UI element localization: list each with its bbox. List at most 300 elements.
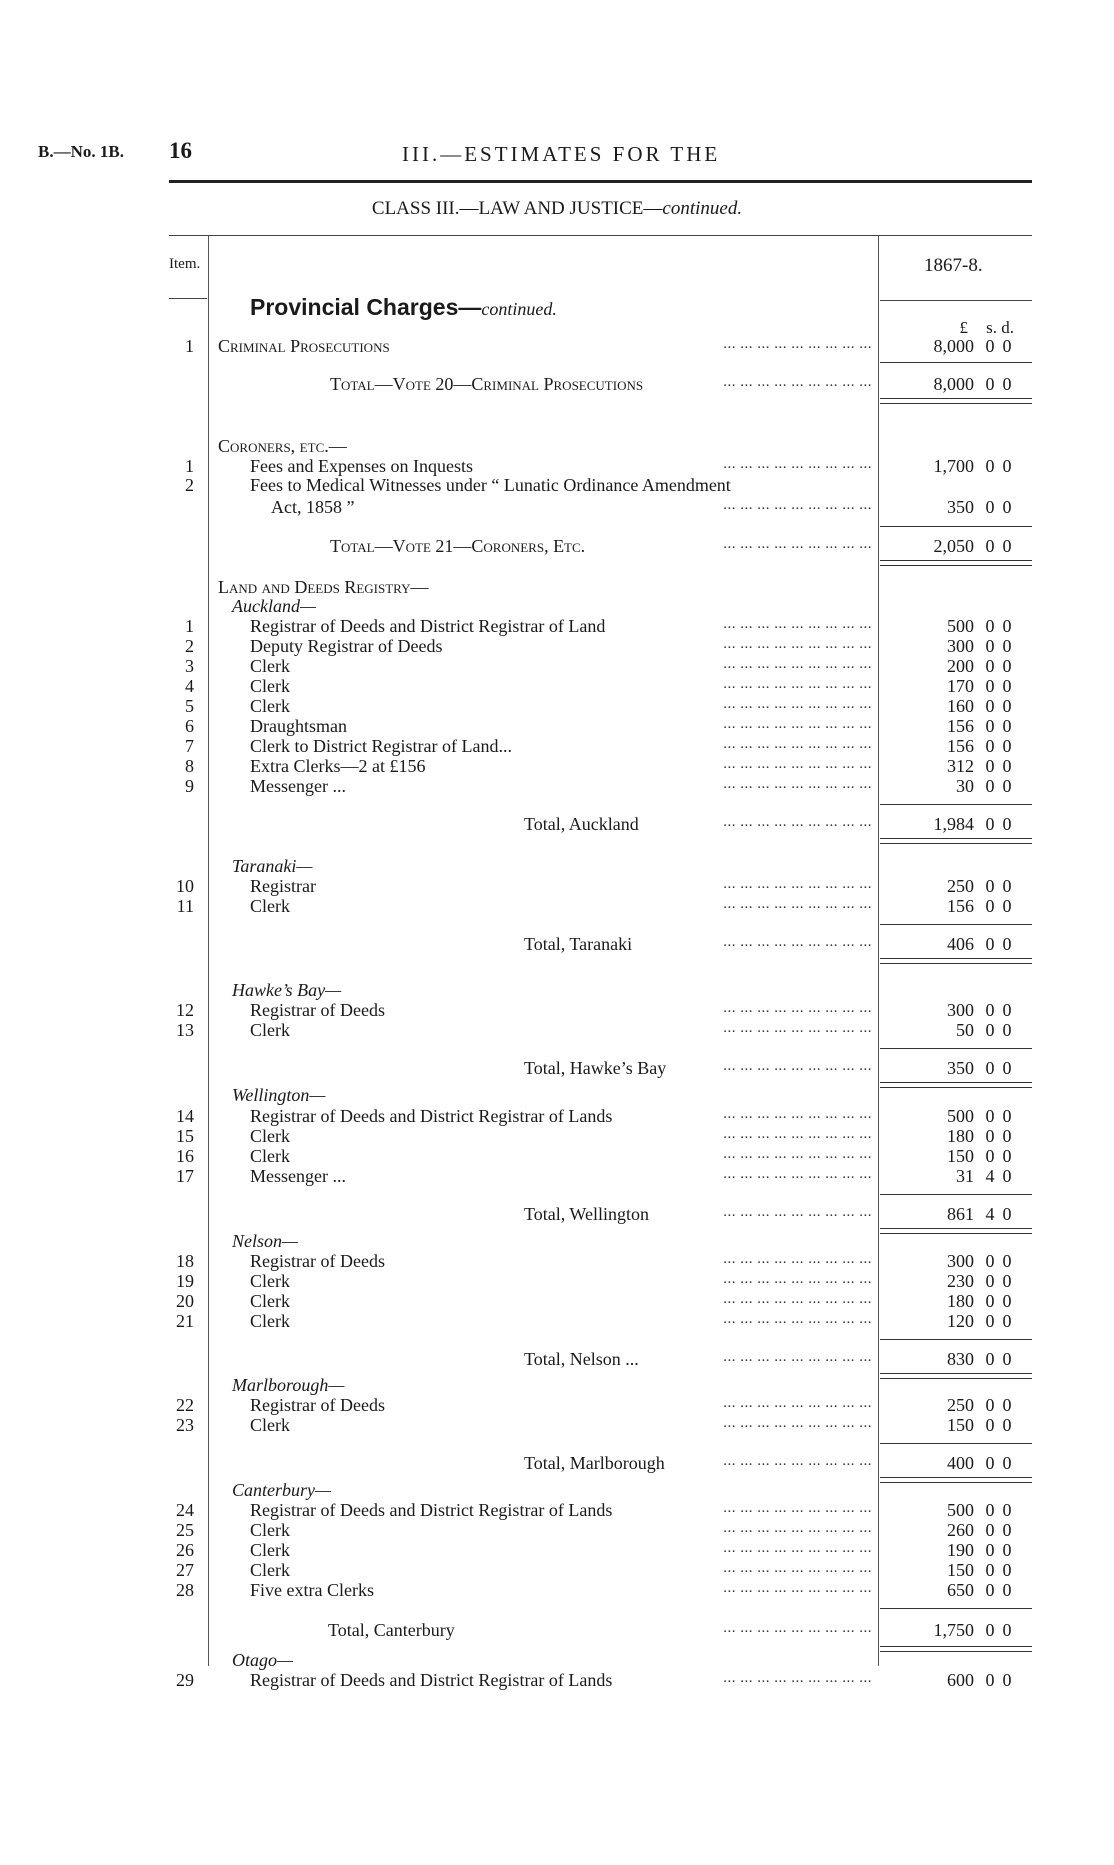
amount-shillings: 0 xyxy=(985,1020,995,1040)
leader-dots: ... ... ... ... ... ... ... ... ... xyxy=(723,876,872,892)
amount-shillings: 0 xyxy=(985,1560,995,1580)
total-double-rule xyxy=(880,1646,1032,1652)
item-number: 1 xyxy=(185,456,194,476)
item-label: Clerk to District Registrar of Land... xyxy=(250,736,512,756)
table-row xyxy=(0,896,1114,916)
amount-shillings: 0 xyxy=(985,1271,995,1291)
amount-pounds: 1,700 xyxy=(933,456,974,476)
table-row xyxy=(0,1453,1114,1473)
amount-pence: 0 xyxy=(1002,1126,1012,1146)
item-number: 9 xyxy=(185,776,194,796)
item-label: Extra Clerks—2 at £156 xyxy=(250,756,426,776)
item-label: Criminal Prosecutions xyxy=(218,336,390,356)
amount-pence: 0 xyxy=(1002,1395,1012,1415)
item-number: 3 xyxy=(185,656,194,676)
table-row xyxy=(0,1251,1114,1271)
amount-shillings: 0 xyxy=(985,676,995,696)
amount-pence: 0 xyxy=(1002,1311,1012,1331)
item-label: Clerk xyxy=(250,1146,290,1166)
table-row xyxy=(0,336,1114,356)
item-number: 7 xyxy=(185,736,194,756)
amount-shillings: 0 xyxy=(985,1500,995,1520)
amount-shillings: 0 xyxy=(985,616,995,636)
item-label: Nelson— xyxy=(232,1231,299,1251)
leader-dots: ... ... ... ... ... ... ... ... ... xyxy=(723,336,872,352)
item-label: Registrar of Deeds and District Registrar of Land xyxy=(250,616,606,636)
item-label: Clerk xyxy=(250,1271,290,1291)
table-row xyxy=(0,756,1114,776)
item-label: Clerk xyxy=(250,1540,290,1560)
item-label: Total—Vote 20—Criminal Prosecutions xyxy=(330,374,644,394)
amount-pence: 0 xyxy=(1002,497,1012,517)
item-label: Registrar of Deeds xyxy=(250,1251,385,1271)
pence-header: d. xyxy=(1001,318,1014,337)
item-label: Clerk xyxy=(250,1020,290,1040)
table-row xyxy=(0,1500,1114,1520)
amount-shillings: 0 xyxy=(985,736,995,756)
leader-dots: ... ... ... ... ... ... ... ... ... xyxy=(723,756,872,772)
item-label: Fees to Medical Witnesses under “ Lunatic Ordinance Amendment xyxy=(250,475,731,495)
item-number: 4 xyxy=(185,676,194,696)
amount-shillings: 0 xyxy=(985,536,995,556)
item-label: Taranaki— xyxy=(232,856,313,876)
amount-pence: 0 xyxy=(1002,676,1012,696)
amount-shillings: 0 xyxy=(985,1580,995,1600)
amount-shillings: 0 xyxy=(985,1251,995,1271)
amount-pounds: 30 xyxy=(956,776,974,796)
amount-shillings: 0 xyxy=(985,696,995,716)
amount-pounds: 8,000 xyxy=(933,336,974,356)
amount-pence: 0 xyxy=(1002,934,1012,954)
leader-dots: ... ... ... ... ... ... ... ... ... xyxy=(723,1166,872,1182)
subtotal-rule xyxy=(880,804,1032,805)
amount-pounds: 300 xyxy=(947,1251,974,1271)
amount-shillings: 0 xyxy=(985,497,995,517)
year-column-header: 1867-8. xyxy=(924,255,983,276)
table-top-rule xyxy=(169,235,1032,236)
item-number: 29 xyxy=(176,1670,194,1690)
amount-pence: 0 xyxy=(1002,896,1012,916)
amount-shillings: 0 xyxy=(985,1395,995,1415)
amount-pounds: 150 xyxy=(947,1560,974,1580)
amount-pence: 0 xyxy=(1002,1106,1012,1126)
item-number: 25 xyxy=(176,1520,194,1540)
leader-dots: ... ... ... ... ... ... ... ... ... xyxy=(723,1058,872,1074)
item-header-rule xyxy=(169,298,207,299)
amount-pence: 0 xyxy=(1002,1000,1012,1020)
leader-dots: ... ... ... ... ... ... ... ... ... xyxy=(723,1291,872,1307)
table-row xyxy=(0,656,1114,676)
table-row xyxy=(0,934,1114,954)
item-label: Total, Auckland xyxy=(524,814,639,834)
table-row xyxy=(0,1204,1114,1224)
amount-pence: 0 xyxy=(1002,696,1012,716)
item-number: 6 xyxy=(185,716,194,736)
leader-dots: ... ... ... ... ... ... ... ... ... xyxy=(723,1251,872,1267)
subtotal-rule xyxy=(880,1608,1032,1609)
amount-shillings: 4 xyxy=(985,1166,995,1186)
item-number: 12 xyxy=(176,1000,194,1020)
table-row xyxy=(0,1058,1114,1078)
table-row xyxy=(0,1291,1114,1311)
amount-shillings: 0 xyxy=(985,934,995,954)
item-label: Hawke’s Bay— xyxy=(232,980,342,1000)
amount-shillings: 0 xyxy=(985,1540,995,1560)
header-rule xyxy=(169,180,1032,183)
table-row xyxy=(0,1349,1114,1369)
amount-shillings: 0 xyxy=(985,1670,995,1690)
amount-pence: 0 xyxy=(1002,716,1012,736)
item-number: 1 xyxy=(185,616,194,636)
item-label: Act, 1858 ” xyxy=(271,497,355,517)
item-label: Clerk xyxy=(250,1126,290,1146)
amount-pounds: 260 xyxy=(947,1520,974,1540)
item-number: 14 xyxy=(176,1106,194,1126)
pound-header: £ xyxy=(959,318,968,337)
amount-shillings: 0 xyxy=(985,1453,995,1473)
amount-shillings: 0 xyxy=(985,1000,995,1020)
amount-pence: 0 xyxy=(1002,1291,1012,1311)
leader-dots: ... ... ... ... ... ... ... ... ... xyxy=(723,1395,872,1411)
leader-dots: ... ... ... ... ... ... ... ... ... xyxy=(723,1126,872,1142)
amount-shillings: 4 xyxy=(985,1204,995,1224)
leader-dots: ... ... ... ... ... ... ... ... ... xyxy=(723,1106,872,1122)
amount-pence: 0 xyxy=(1002,1560,1012,1580)
table-row xyxy=(0,616,1114,636)
leader-dots: ... ... ... ... ... ... ... ... ... xyxy=(723,1500,872,1516)
amount-pounds: 31 xyxy=(956,1166,974,1186)
amount-shillings: 0 xyxy=(985,1126,995,1146)
total-double-rule xyxy=(880,1477,1032,1483)
item-number: 10 xyxy=(176,876,194,896)
amount-pounds: 650 xyxy=(947,1580,974,1600)
leader-dots: ... ... ... ... ... ... ... ... ... xyxy=(723,934,872,950)
item-number: 24 xyxy=(176,1500,194,1520)
amount-pounds: 150 xyxy=(947,1415,974,1435)
amount-pounds: 250 xyxy=(947,876,974,896)
amount-pounds: 180 xyxy=(947,1291,974,1311)
table-row xyxy=(0,980,1114,1000)
item-label: Registrar of Deeds and District Registrar of Lands xyxy=(250,1670,613,1690)
table-row xyxy=(0,636,1114,656)
table-row xyxy=(0,1395,1114,1415)
leader-dots: ... ... ... ... ... ... ... ... ... xyxy=(723,1580,872,1596)
page-number: 16 xyxy=(169,138,192,163)
table-row xyxy=(0,577,1114,597)
amount-pence: 0 xyxy=(1002,456,1012,476)
amount-pence: 0 xyxy=(1002,1453,1012,1473)
leader-dots: ... ... ... ... ... ... ... ... ... xyxy=(723,1560,872,1576)
amount-pounds: 500 xyxy=(947,1106,974,1126)
amount-shillings: 0 xyxy=(985,896,995,916)
class-title-main: CLASS III.—LAW AND JUSTICE— xyxy=(371,198,663,219)
amount-pounds: 50 xyxy=(956,1020,974,1040)
table-row xyxy=(0,596,1114,616)
item-label: Deputy Registrar of Deeds xyxy=(250,636,443,656)
amount-shillings: 0 xyxy=(985,656,995,676)
amount-pounds: 600 xyxy=(947,1670,974,1690)
amount-pence: 0 xyxy=(1002,1271,1012,1291)
amount-pounds: 406 xyxy=(947,934,974,954)
table-row xyxy=(0,1146,1114,1166)
item-label: Clerk xyxy=(250,1415,290,1435)
subtotal-rule xyxy=(880,1443,1032,1444)
amount-pounds: 250 xyxy=(947,1395,974,1415)
amount-shillings: 0 xyxy=(985,1415,995,1435)
item-label: Total, Marlborough xyxy=(524,1453,665,1473)
item-number: 11 xyxy=(176,896,194,916)
amount-pence: 0 xyxy=(1002,876,1012,896)
amount-pence: 0 xyxy=(1002,1415,1012,1435)
amount-shillings: 0 xyxy=(985,1349,995,1369)
amount-pence: 0 xyxy=(1002,1540,1012,1560)
item-label: Registrar of Deeds and District Registrar of Lands xyxy=(250,1106,613,1126)
amount-pounds: 1,984 xyxy=(933,814,974,834)
amount-shillings: 0 xyxy=(985,876,995,896)
amount-pounds: 180 xyxy=(947,1126,974,1146)
table-row xyxy=(0,1520,1114,1540)
amount-pounds: 861 xyxy=(947,1204,974,1224)
amount-shillings: 0 xyxy=(985,756,995,776)
item-label: Clerk xyxy=(250,1560,290,1580)
section-title-main: Provincial Charges— xyxy=(250,294,482,320)
leader-dots: ... ... ... ... ... ... ... ... ... xyxy=(723,456,872,472)
amount-pounds: 300 xyxy=(947,636,974,656)
item-number: 22 xyxy=(176,1395,194,1415)
amount-pence: 0 xyxy=(1002,1500,1012,1520)
amount-pounds: 400 xyxy=(947,1453,974,1473)
item-label: Total, Nelson ... xyxy=(524,1349,639,1369)
amount-pounds: 8,000 xyxy=(933,374,974,394)
item-label: Clerk xyxy=(250,656,290,676)
table-row xyxy=(0,1166,1114,1186)
amount-pounds: 312 xyxy=(947,756,974,776)
amount-pounds: 300 xyxy=(947,1000,974,1020)
amount-shillings: 0 xyxy=(985,776,995,796)
page-title: III.—ESTIMATES FOR THE xyxy=(402,142,721,166)
item-label: Registrar of Deeds xyxy=(250,1000,385,1020)
amount-pence: 0 xyxy=(1002,1251,1012,1271)
section-title xyxy=(250,294,557,321)
leader-dots: ... ... ... ... ... ... ... ... ... xyxy=(723,1271,872,1287)
amount-shillings: 0 xyxy=(985,1146,995,1166)
item-label: Registrar of Deeds xyxy=(250,1395,385,1415)
leader-dots: ... ... ... ... ... ... ... ... ... xyxy=(723,636,872,652)
total-double-rule xyxy=(880,1082,1032,1088)
amount-shillings: 0 xyxy=(985,1620,995,1640)
amount-pence: 0 xyxy=(1002,1620,1012,1640)
item-label: Total—Vote 21—Coroners, Etc. xyxy=(330,536,586,556)
amount-pence: 0 xyxy=(1002,536,1012,556)
class-title-continued: continued. xyxy=(662,198,743,219)
table-row xyxy=(0,676,1114,696)
item-number: 26 xyxy=(176,1540,194,1560)
item-label: Total, Taranaki xyxy=(524,934,633,954)
table-row xyxy=(0,814,1114,834)
amount-pence: 0 xyxy=(1002,736,1012,756)
amount-shillings: 0 xyxy=(985,814,995,834)
item-label: Five extra Clerks xyxy=(250,1580,374,1600)
item-label: Clerk xyxy=(250,896,290,916)
total-double-rule xyxy=(880,560,1032,566)
item-number: 27 xyxy=(176,1560,194,1580)
amount-pounds: 156 xyxy=(947,716,974,736)
item-number: 19 xyxy=(176,1271,194,1291)
item-label: Wellington— xyxy=(232,1085,326,1105)
leader-dots: ... ... ... ... ... ... ... ... ... xyxy=(723,776,872,792)
amount-pounds: 156 xyxy=(947,736,974,756)
table-row xyxy=(0,1126,1114,1146)
year-header-rule xyxy=(880,300,1032,301)
table-row xyxy=(0,856,1114,876)
amount-pence: 0 xyxy=(1002,374,1012,394)
item-label: Clerk xyxy=(250,676,290,696)
amount-pounds: 500 xyxy=(947,616,974,636)
amount-pounds: 190 xyxy=(947,1540,974,1560)
item-number: 18 xyxy=(176,1251,194,1271)
total-double-rule xyxy=(880,838,1032,844)
leader-dots: ... ... ... ... ... ... ... ... ... xyxy=(723,374,872,390)
amount-pence: 0 xyxy=(1002,814,1012,834)
table-row xyxy=(0,1311,1114,1331)
amount-pounds: 170 xyxy=(947,676,974,696)
amount-shillings: 0 xyxy=(985,1520,995,1540)
table-row xyxy=(0,776,1114,796)
table-row xyxy=(0,374,1114,394)
amount-pence: 0 xyxy=(1002,756,1012,776)
leader-dots: ... ... ... ... ... ... ... ... ... xyxy=(723,736,872,752)
amount-pounds: 830 xyxy=(947,1349,974,1369)
item-label: Clerk xyxy=(250,1520,290,1540)
table-row xyxy=(0,1620,1114,1640)
item-label: Registrar xyxy=(250,876,316,896)
item-label: Coroners, etc.— xyxy=(218,436,347,456)
total-double-rule xyxy=(880,958,1032,964)
item-number: 16 xyxy=(176,1146,194,1166)
amount-pounds: 1,750 xyxy=(933,1620,974,1640)
table-row xyxy=(0,536,1114,556)
amount-pounds: 200 xyxy=(947,656,974,676)
item-number: 23 xyxy=(176,1415,194,1435)
item-label: Total, Hawke’s Bay xyxy=(524,1058,667,1078)
amount-shillings: 0 xyxy=(985,1058,995,1078)
leader-dots: ... ... ... ... ... ... ... ... ... xyxy=(723,497,872,513)
item-column-header: Item. xyxy=(169,256,201,272)
subtotal-rule xyxy=(880,924,1032,925)
table-row xyxy=(0,497,1114,517)
item-number: 20 xyxy=(176,1291,194,1311)
document-reference: B.—No. 1B. xyxy=(38,142,124,161)
item-label: Total, Canterbury xyxy=(328,1620,455,1640)
table-row xyxy=(0,1085,1114,1105)
leader-dots: ... ... ... ... ... ... ... ... ... xyxy=(723,676,872,692)
amount-pounds: 150 xyxy=(947,1146,974,1166)
item-label: Auckland— xyxy=(232,596,316,616)
total-double-rule xyxy=(880,398,1032,404)
table-row xyxy=(0,1000,1114,1020)
item-label: Clerk xyxy=(250,696,290,716)
leader-dots: ... ... ... ... ... ... ... ... ... xyxy=(723,1620,872,1636)
table-row xyxy=(0,1480,1114,1500)
amount-pounds: 160 xyxy=(947,696,974,716)
item-number: 8 xyxy=(185,756,194,776)
item-label: Registrar of Deeds and District Registrar of Lands xyxy=(250,1500,613,1520)
item-number: 1 xyxy=(185,336,194,356)
item-label: Draughtsman xyxy=(250,716,347,736)
table-row xyxy=(0,1271,1114,1291)
leader-dots: ... ... ... ... ... ... ... ... ... xyxy=(723,1146,872,1162)
amount-shillings: 0 xyxy=(985,1311,995,1331)
leader-dots: ... ... ... ... ... ... ... ... ... xyxy=(723,1415,872,1431)
table-row xyxy=(0,1020,1114,1040)
leader-dots: ... ... ... ... ... ... ... ... ... xyxy=(723,716,872,732)
amount-shillings: 0 xyxy=(985,374,995,394)
amount-shillings: 0 xyxy=(985,716,995,736)
amount-pounds: 350 xyxy=(947,1058,974,1078)
amount-pounds: 156 xyxy=(947,896,974,916)
shillings-header: s. xyxy=(986,318,997,337)
table-row xyxy=(0,1540,1114,1560)
item-number: 28 xyxy=(176,1580,194,1600)
amount-pence: 0 xyxy=(1002,656,1012,676)
amount-pence: 0 xyxy=(1002,1349,1012,1369)
table-row xyxy=(0,475,1114,495)
item-number: 2 xyxy=(185,636,194,656)
item-label: Marlborough— xyxy=(232,1375,345,1395)
subtotal-rule xyxy=(880,1339,1032,1340)
amount-pounds: 230 xyxy=(947,1271,974,1291)
table-row xyxy=(0,1415,1114,1435)
leader-dots: ... ... ... ... ... ... ... ... ... xyxy=(723,814,872,830)
amount-pounds: 120 xyxy=(947,1311,974,1331)
table-row xyxy=(0,716,1114,736)
item-label: Fees and Expenses on Inquests xyxy=(250,456,473,476)
table-row xyxy=(0,696,1114,716)
amount-pence: 0 xyxy=(1002,1580,1012,1600)
amount-pence: 0 xyxy=(1002,1520,1012,1540)
amount-pence: 0 xyxy=(1002,1166,1012,1186)
amount-pounds: 2,050 xyxy=(933,536,974,556)
leader-dots: ... ... ... ... ... ... ... ... ... xyxy=(723,536,872,552)
subtotal-rule xyxy=(880,1194,1032,1195)
leader-dots: ... ... ... ... ... ... ... ... ... xyxy=(723,1349,872,1365)
total-double-rule xyxy=(880,1373,1032,1379)
amount-pence: 0 xyxy=(1002,776,1012,796)
total-double-rule xyxy=(880,1228,1032,1234)
amount-pence: 0 xyxy=(1002,636,1012,656)
amount-shillings: 0 xyxy=(985,636,995,656)
item-label: Clerk xyxy=(250,1291,290,1311)
item-number: 13 xyxy=(176,1020,194,1040)
table-row xyxy=(0,876,1114,896)
leader-dots: ... ... ... ... ... ... ... ... ... xyxy=(723,1204,872,1220)
leader-dots: ... ... ... ... ... ... ... ... ... xyxy=(723,1000,872,1016)
class-title xyxy=(0,198,1114,220)
amount-pence: 0 xyxy=(1002,1670,1012,1690)
leader-dots: ... ... ... ... ... ... ... ... ... xyxy=(723,1670,872,1686)
leader-dots: ... ... ... ... ... ... ... ... ... xyxy=(723,1540,872,1556)
table-row xyxy=(0,1650,1114,1670)
item-label: Messenger ... xyxy=(250,1166,346,1186)
amount-shillings: 0 xyxy=(985,1291,995,1311)
subtotal-rule xyxy=(880,362,1032,363)
subtotal-rule xyxy=(880,1048,1032,1049)
item-label: Otago— xyxy=(232,1650,294,1670)
subtotal-rule xyxy=(880,526,1032,527)
item-number: 15 xyxy=(176,1126,194,1146)
table-row xyxy=(0,436,1114,456)
leader-dots: ... ... ... ... ... ... ... ... ... xyxy=(723,696,872,712)
